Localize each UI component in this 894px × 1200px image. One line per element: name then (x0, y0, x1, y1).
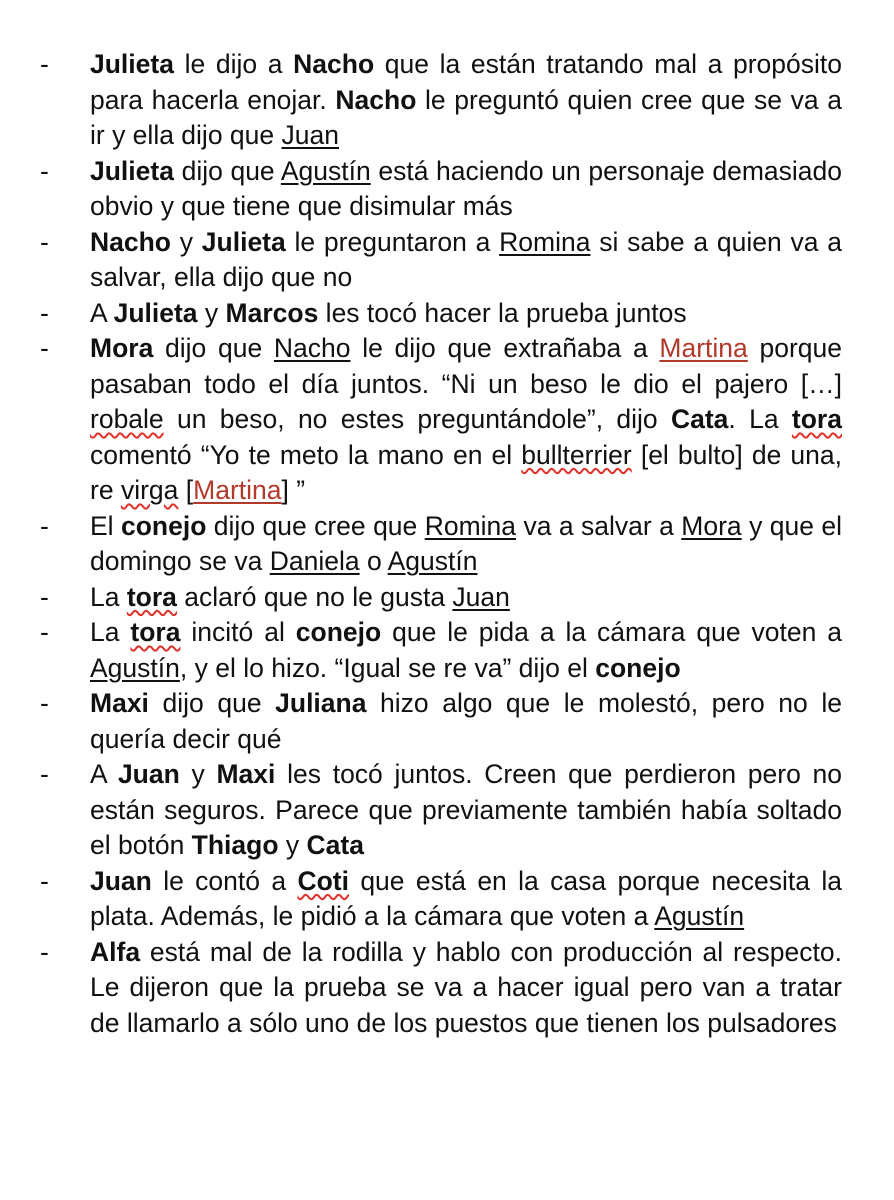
list-item-text (90, 47, 842, 154)
list-item (0, 615, 894, 686)
underlined-name: Agustín (387, 546, 478, 576)
list-item (0, 47, 894, 154)
text-run: o (359, 546, 388, 576)
spellcheck-flagged-word: tora (126, 581, 177, 612)
bullet-dash: - (40, 226, 49, 257)
text-run: y (179, 759, 217, 789)
bold-name: conejo (595, 652, 681, 683)
bold-name: Julieta (90, 49, 174, 79)
bold-name: Cata (306, 830, 364, 860)
bold-name: Marcos (225, 297, 319, 328)
text-run: hizo algo que le molestó, pero no le quería decir qué (90, 688, 842, 754)
text-run: aclaró que no le gusta (176, 581, 453, 612)
bullet-dash: - (40, 581, 49, 612)
bullet-list (0, 47, 894, 1041)
list-item-text (90, 935, 842, 1042)
text-run: que la están tratando mal a propósito para hacerla enojar. (90, 49, 842, 115)
bold-name: Juan (117, 759, 180, 789)
underlined-name: Agustín (654, 901, 745, 931)
list-item (0, 757, 894, 864)
text-run: y que el domingo se va (90, 510, 842, 576)
underlined-name: Romina (424, 510, 517, 541)
spellcheck-flagged-word: tora (791, 404, 842, 434)
bullet-dash: - (40, 617, 49, 647)
bullet-dash: - (40, 297, 49, 328)
underlined-name: Agustín (280, 155, 371, 186)
list-item-text (90, 864, 842, 935)
text-run: La (90, 617, 131, 647)
text-run: y (171, 226, 202, 257)
text-run: le contó a (151, 865, 298, 896)
bullet-dash: - (40, 333, 49, 363)
underlined-name: Romina (499, 226, 591, 257)
text-run: si sabe a quien va a salvar, ella dijo que no (90, 226, 842, 292)
text-run: y (197, 297, 226, 328)
text-run: porque pasaban todo el día juntos. “Ni un beso le dio el pajero […] (90, 333, 842, 399)
bold-name: Nacho (90, 226, 171, 257)
underlined-name: Martina (193, 475, 282, 505)
bullet-dash: - (40, 688, 49, 718)
text-run: que le pida a la cámara que voten a (381, 617, 842, 647)
bold-name: Cata (670, 404, 729, 434)
underlined-name: Daniela (269, 546, 360, 576)
bullet-dash: - (40, 759, 49, 789)
text-run: . La (728, 404, 792, 434)
text-run: dijo que (153, 333, 274, 363)
text-run: le preguntó quien cree que se va a ir y ella dijo que (90, 84, 842, 150)
text-run: un beso, no estes preguntándole”, dijo (163, 404, 671, 434)
bold-name: conejo (120, 510, 207, 541)
text-run: , y el lo hizo. “Igual se re va” dijo el (179, 652, 596, 683)
bullet-dash: - (40, 865, 49, 896)
text-run: [ (178, 475, 194, 505)
text-run: va a salvar a (516, 510, 682, 541)
bullet-dash: - (40, 155, 49, 186)
bullet-dash: - (40, 936, 49, 967)
bold-name: Juan (90, 865, 152, 896)
bold-name: Nacho (293, 49, 375, 79)
text-run: La (90, 581, 127, 612)
text-run: A (90, 297, 114, 328)
bullet-dash: - (40, 49, 49, 79)
list-item-text (90, 225, 842, 296)
bold-name: Julieta (113, 297, 198, 328)
text-run: está haciendo un personaje demasiado obvio y que tiene que disimular más (90, 155, 843, 221)
bold-name: Mora (90, 333, 154, 363)
text-run: comentó “Yo te meto la mano en el (90, 439, 522, 470)
list-item-text (90, 509, 842, 580)
text-run: A (90, 759, 118, 789)
text-run: ] ” (281, 475, 306, 505)
list-item-text (90, 757, 842, 864)
text-run: dijo que (173, 155, 281, 186)
underlined-name: Nacho (273, 333, 351, 363)
text-run: les tocó juntos. Creen que perdieron pero no están seguros. Parece que previamente también había soltado el botón (90, 759, 843, 860)
underlined-name: Martina (659, 333, 748, 363)
text-run: está mal de la rodilla y hablo con producción al respecto. Le dijeron que la prueba se va a hacer igual pero van a tratar de llamarlo a sólo uno de los puestos que tienen los pulsadores (90, 936, 842, 1038)
underlined-name: Juan (452, 581, 510, 612)
list-item (0, 509, 894, 580)
bold-name: Maxi (90, 688, 149, 718)
bullet-dash: - (40, 510, 49, 541)
spellcheck-flagged-word: bullterrier (521, 439, 632, 470)
text-run: El (90, 510, 121, 541)
list-item-text (90, 686, 842, 757)
spellcheck-flagged-word: Coti (297, 865, 349, 896)
bold-name: Julieta (201, 226, 286, 257)
spellcheck-flagged-word: tora (130, 617, 181, 647)
list-item-text (90, 580, 842, 616)
underlined-name: Agustín (90, 652, 180, 683)
text-run: dijo que cree que (206, 510, 425, 541)
text-run: dijo que (148, 688, 276, 718)
list-item (0, 154, 894, 225)
list-item-text (90, 296, 842, 332)
bold-name: Maxi (216, 759, 276, 789)
list-item (0, 864, 894, 935)
text-run: y (278, 830, 307, 860)
text-run: incitó al (180, 617, 296, 647)
text-run: le dijo a (173, 49, 294, 79)
list-item (0, 935, 894, 1042)
spellcheck-flagged-word: virga (120, 475, 179, 505)
list-item-text (90, 615, 842, 686)
list-item (0, 296, 894, 332)
underlined-name: Mora (681, 510, 742, 541)
list-item (0, 225, 894, 296)
text-run: que está en la casa porque necesita la plata. Además, le pidió a la cámara que voten a (90, 865, 842, 931)
bold-name: Alfa (90, 936, 141, 967)
bold-name: conejo (295, 617, 382, 647)
bold-name: Juliana (275, 688, 367, 718)
text-run: [el bulto] de una, re (90, 439, 842, 505)
text-run: les tocó hacer la prueba juntos (318, 297, 687, 328)
bold-name: Julieta (90, 155, 174, 186)
list-item (0, 686, 894, 757)
list-item (0, 331, 894, 509)
text-run: le dijo que extrañaba a (350, 333, 660, 363)
bold-name: Nacho (335, 84, 417, 115)
bold-name: Thiago (191, 830, 279, 860)
spellcheck-flagged-word: robale (90, 404, 164, 434)
list-item (0, 580, 894, 616)
underlined-name: Juan (281, 120, 339, 150)
list-item-text (90, 331, 842, 509)
list-item-text (90, 154, 842, 225)
text-run: le preguntaron a (285, 226, 500, 257)
